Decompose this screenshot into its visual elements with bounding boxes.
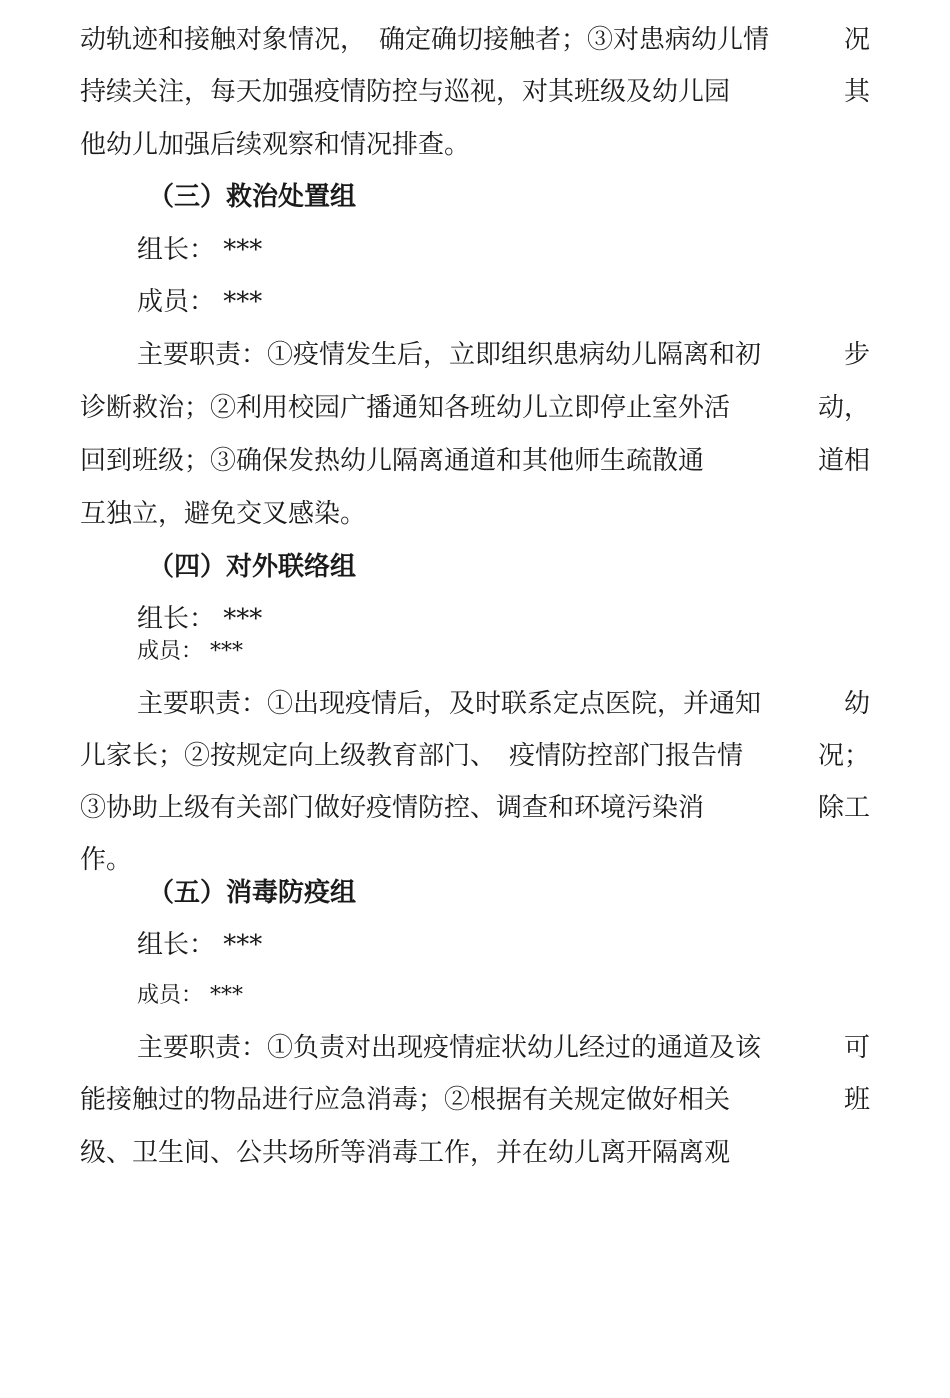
paragraph-line <box>80 684 870 724</box>
line-text: 主要职责：①疫情发生后，立即组织患病幼儿隔离和初 <box>137 340 762 370</box>
line-end-text: 幼 <box>843 689 870 719</box>
line-text: 主要职责：①出现疫情后，及时联系定点医院，并通知 <box>137 689 762 719</box>
line-text: ③协助上级有关部门做好疫情防控、调查和环境污染消 <box>80 793 705 823</box>
paragraph-line <box>80 1080 870 1120</box>
member-text: 成员： *** <box>137 983 243 1008</box>
line-end-text: 况 <box>843 25 870 55</box>
line-text: 能接触过的物品进行应急消毒；②根据有关规定做好相关 <box>80 1085 731 1115</box>
line-end-text: 步 <box>843 340 870 370</box>
paragraph-line <box>80 388 870 428</box>
line-text: 回到班级；③确保发热幼儿隔离通道和其他师生疏散通 <box>80 446 705 476</box>
paragraph-line <box>80 72 870 112</box>
line-text: 儿家长；②按规定向上级教育部门、 疫情防控部门报告情 <box>80 741 744 771</box>
heading-text: （三）救治处置组 <box>148 182 357 212</box>
leader-line <box>80 230 870 270</box>
line-end-text: 其 <box>843 77 870 107</box>
leader-line <box>80 925 870 965</box>
paragraph-line <box>80 125 870 165</box>
line-end-text: 可 <box>843 1033 870 1063</box>
line-end-text: 动， <box>817 393 870 423</box>
paragraph-line <box>80 1028 870 1068</box>
paragraph-line <box>80 441 870 481</box>
member-text: 成员： *** <box>137 639 243 664</box>
paragraph-line <box>80 20 870 60</box>
line-text: 持续关注，每天加强疫情防控与巡视，对其班级及幼儿园 <box>80 77 731 107</box>
paragraph-line <box>80 494 870 534</box>
member-line <box>80 632 870 672</box>
member-line <box>80 976 870 1016</box>
line-end-text: 班 <box>843 1085 870 1115</box>
line-text: 主要职责：①负责对出现疫情症状幼儿经过的通道及该 <box>137 1033 762 1063</box>
line-text: 作。 <box>80 845 133 875</box>
heading-text: （五）消毒防疫组 <box>148 878 357 908</box>
section-heading-3 <box>80 177 870 217</box>
paragraph-line <box>80 335 870 375</box>
heading-text: （四）对外联络组 <box>148 552 357 582</box>
line-end-text: 道相 <box>817 446 870 476</box>
leader-text: 组长： *** <box>137 604 263 634</box>
line-text: 级、卫生间、公共场所等消毒工作，并在幼儿离开隔离观 <box>80 1138 731 1168</box>
line-text: 互独立，避免交叉感染。 <box>80 499 367 529</box>
paragraph-line <box>80 788 870 828</box>
member-text: 成员： *** <box>137 287 263 317</box>
leader-text: 组长： *** <box>137 930 263 960</box>
leader-text: 组长： *** <box>137 235 263 265</box>
section-heading-5 <box>80 873 870 913</box>
line-end-text: 况； <box>817 741 870 771</box>
line-text: 诊断救治；②利用校园广播通知各班幼儿立即停止室外活 <box>80 393 731 423</box>
line-text: 动轨迹和接触对象情况， 确定确切接触者；③对患病幼儿情 <box>80 25 770 55</box>
member-line <box>80 282 870 322</box>
paragraph-line <box>80 1133 870 1173</box>
line-end-text: 除工 <box>817 793 870 823</box>
section-heading-4 <box>80 547 870 587</box>
line-text: 他幼儿加强后续观察和情况排查。 <box>80 130 471 160</box>
paragraph-line <box>80 736 870 776</box>
